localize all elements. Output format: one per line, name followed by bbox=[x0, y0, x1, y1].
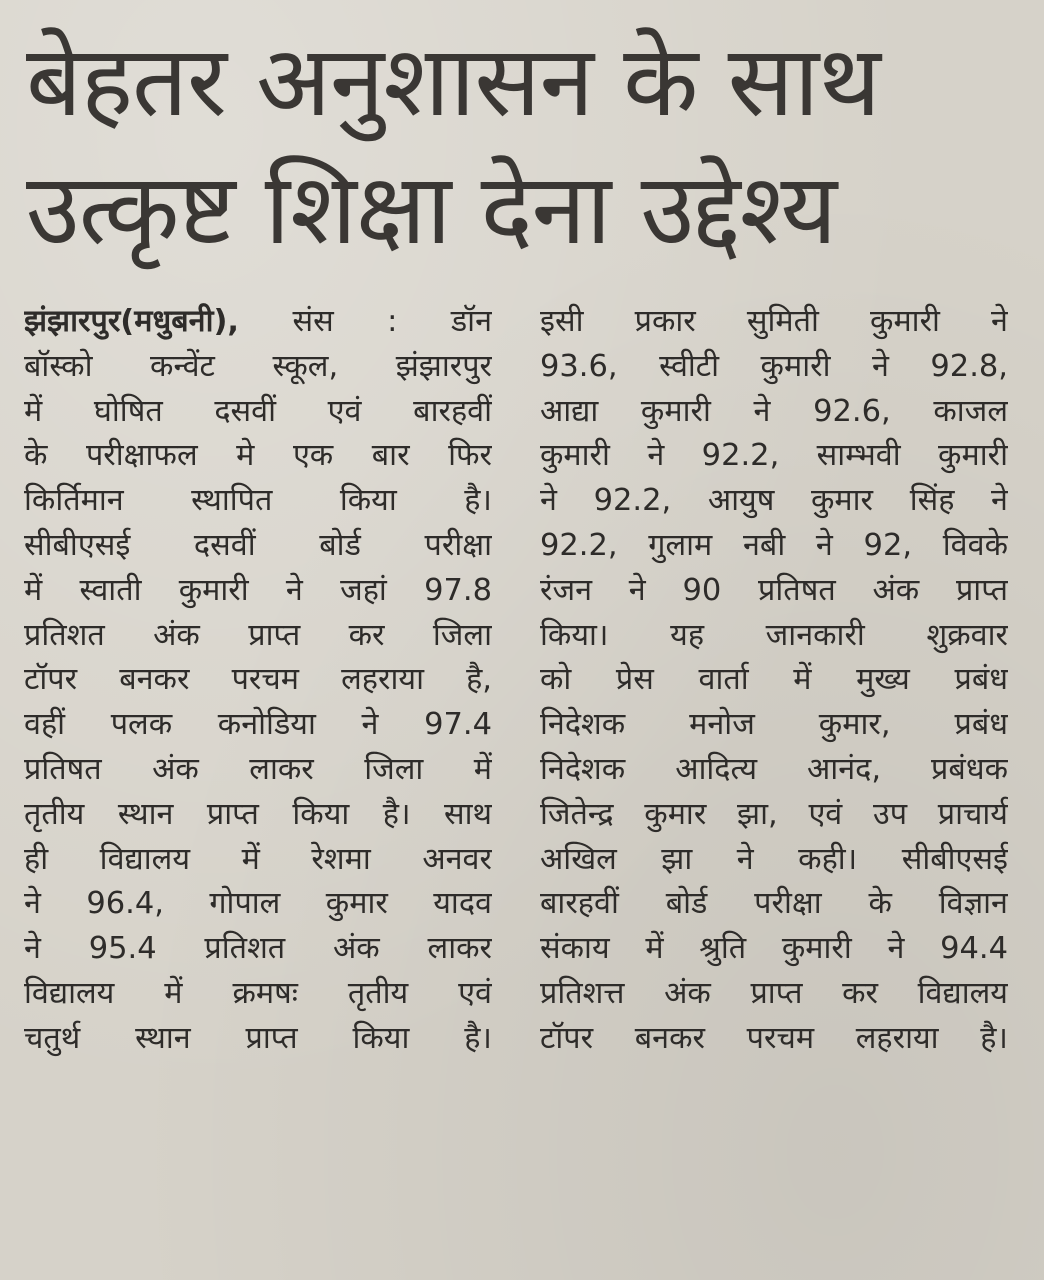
article-line: प्रतिशत्त अंक प्राप्त कर विद्यालय bbox=[540, 975, 1008, 1011]
dateline: झंझारपुर(मधुबनी), bbox=[24, 304, 239, 339]
article-line: अखिल झा ने कही। सीबीएसई bbox=[540, 841, 1008, 877]
article-line: 92.2, गुलाम नबी ने 92, विवके bbox=[540, 527, 1008, 563]
article-line: ने 96.4, गोपाल कुमार यादव bbox=[24, 886, 492, 922]
article-line: टॉपर बनकर परचम लहराया है। bbox=[540, 1020, 1008, 1056]
article-line: विद्यालय में क्रमषः तृतीय एवं bbox=[24, 975, 492, 1011]
article-line: ने 95.4 प्रतिशत अंक लाकर bbox=[24, 931, 492, 967]
article-line: चतुर्थ स्थान प्राप्त किया है। bbox=[24, 1020, 492, 1056]
headline bbox=[26, 18, 1016, 274]
article-column-left bbox=[24, 300, 492, 1062]
article-line-text: संस : डॉन bbox=[239, 304, 492, 339]
article-line: किया। यह जानकारी शुक्रवार bbox=[540, 617, 1008, 653]
article-line: टॉपर बनकर परचम लहराया है, bbox=[24, 662, 492, 698]
article-line: निदेशक मनोज कुमार, प्रबंध bbox=[540, 707, 1008, 743]
article-line: आद्या कुमारी ने 92.6, काजल bbox=[540, 393, 1008, 429]
article-line: में स्वाती कुमारी ने जहां 97.8 bbox=[24, 572, 492, 608]
article-line: कुमारी ने 92.2, साम्भवी कुमारी bbox=[540, 438, 1008, 474]
article-line: ही विद्यालय में रेशमा अनवर bbox=[24, 841, 492, 877]
article-line: प्रतिशत अंक प्राप्त कर जिला bbox=[24, 617, 492, 653]
article-line: प्रतिषत अंक लाकर जिला में bbox=[24, 751, 492, 787]
article-line: तृतीय स्थान प्राप्त किया है। साथ bbox=[24, 796, 492, 832]
article-line: इसी प्रकार सुमिती कुमारी ने bbox=[540, 304, 1008, 339]
article-line: जितेन्द्र कुमार झा, एवं उप प्राचार्य bbox=[540, 796, 1008, 832]
article-line: के परीक्षाफल मे एक बार फिर bbox=[24, 438, 492, 474]
article-line: संकाय में श्रुति कुमारी ने 94.4 bbox=[540, 931, 1008, 967]
article-column-right bbox=[540, 300, 1008, 1062]
article-line: बॉस्को कन्वेंट स्कूल, झंझारपुर bbox=[24, 348, 492, 384]
article-line: बारहवीं बोर्ड परीक्षा के विज्ञान bbox=[540, 886, 1008, 922]
article-line bbox=[24, 300, 492, 345]
article-line: वहीं पलक कनोडिया ने 97.4 bbox=[24, 707, 492, 743]
article-line: किर्तिमान स्थापित किया है। bbox=[24, 483, 492, 519]
article-line: ने 92.2, आयुष कुमार सिंह ने bbox=[540, 483, 1008, 519]
article-line: को प्रेस वार्ता में मुख्य प्रबंध bbox=[540, 662, 1008, 698]
article-line: 93.6, स्वीटी कुमारी ने 92.8, bbox=[540, 348, 1008, 384]
headline-line-1: बेहतर अनुशासन के साथ bbox=[26, 25, 880, 139]
article-line: सीबीएसई दसवीं बोर्ड परीक्षा bbox=[24, 527, 492, 563]
article-line: में घोषित दसवीं एवं बारहवीं bbox=[24, 393, 492, 429]
article-line: रंजन ने 90 प्रतिषत अंक प्राप्त bbox=[540, 572, 1008, 608]
headline-line-2: उत्कृष्ट शिक्षा देना उद्देश्य bbox=[26, 153, 837, 267]
article-line: निदेशक आदित्य आनंद, प्रबंधक bbox=[540, 751, 1008, 787]
